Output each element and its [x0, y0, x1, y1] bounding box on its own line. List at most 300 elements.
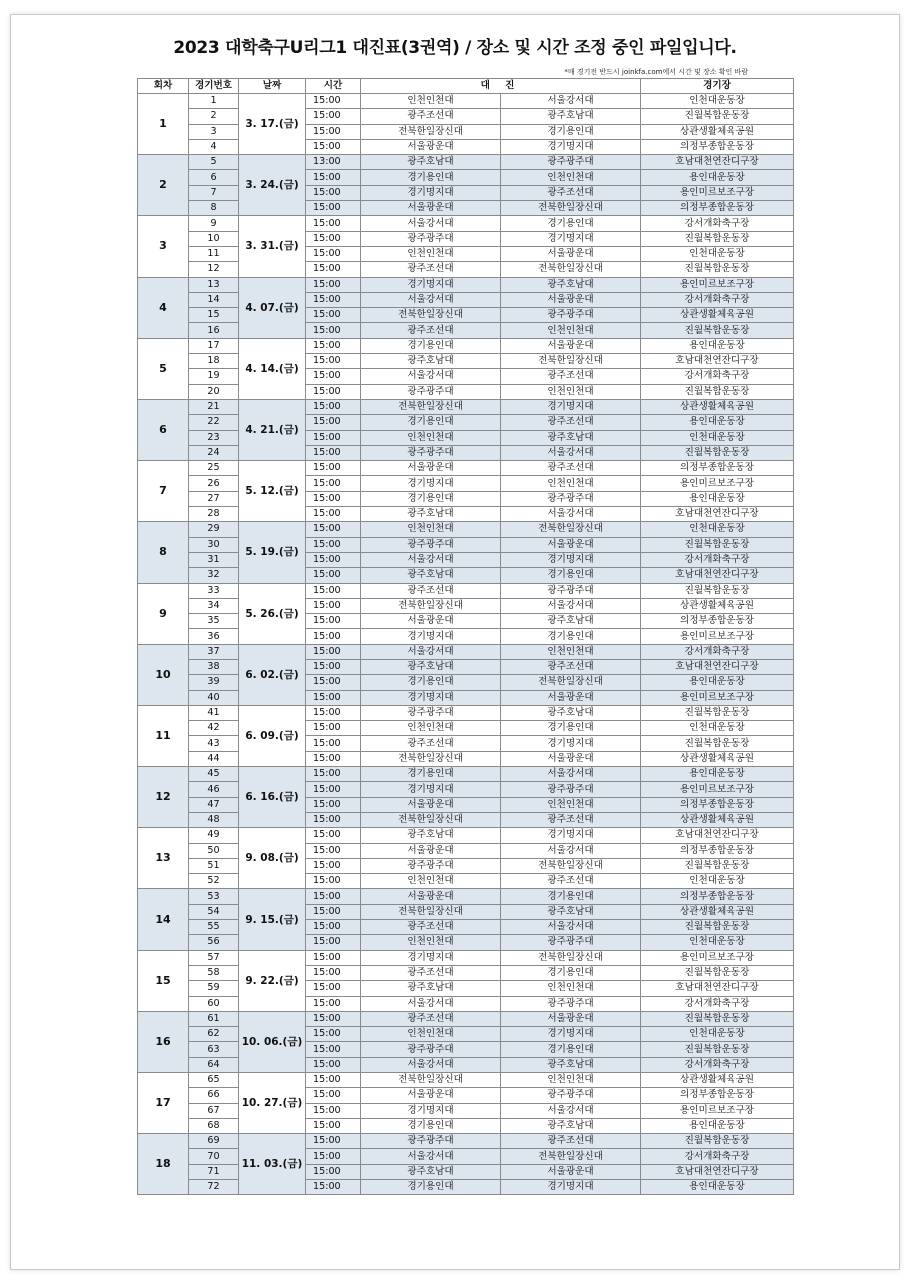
- match-no-cell: 46: [189, 782, 239, 797]
- table-row: [138, 629, 794, 644]
- away-team-cell: 경기명지대: [501, 399, 641, 414]
- time-cell: 15:00: [306, 721, 361, 736]
- table-row: [138, 705, 794, 720]
- match-no-cell: 16: [189, 323, 239, 338]
- away-team-cell: 경기용인대: [501, 216, 641, 231]
- match-no-cell: 8: [189, 201, 239, 216]
- match-no-cell: 52: [189, 874, 239, 889]
- document-title: 2023 대학축구U리그1 대진표(3권역) / 장소 및 시간 조정 중인 파일입니다.: [173, 38, 737, 58]
- home-team-cell: 광주호남대: [361, 981, 501, 996]
- home-team-cell: 광주호남대: [361, 354, 501, 369]
- home-team-cell: 경기용인대: [361, 675, 501, 690]
- away-team-cell: 광주호남대: [501, 109, 641, 124]
- home-team-cell: 경기용인대: [361, 1180, 501, 1195]
- match-no-cell: 66: [189, 1088, 239, 1103]
- round-cell: 7: [138, 461, 189, 522]
- date-cell: 6. 02.(금): [239, 644, 306, 705]
- venue-cell: 용인미르보조구장: [641, 185, 794, 200]
- venue-cell: 상관생활체육공원: [641, 751, 794, 766]
- time-cell: 15:00: [306, 1118, 361, 1133]
- table-row: [138, 965, 794, 980]
- match-no-cell: 12: [189, 262, 239, 277]
- date-cell: 4. 14.(금): [239, 338, 306, 399]
- match-no-cell: 24: [189, 445, 239, 460]
- time-cell: 15:00: [306, 292, 361, 307]
- table-row: [138, 889, 794, 904]
- home-team-cell: 경기용인대: [361, 170, 501, 185]
- venue-cell: 용인대운동장: [641, 415, 794, 430]
- venue-cell: 의정부종합운동장: [641, 1088, 794, 1103]
- match-no-cell: 27: [189, 491, 239, 506]
- away-team-cell: 광주호남대: [501, 614, 641, 629]
- time-cell: 15:00: [306, 1180, 361, 1195]
- home-team-cell: 전북한일장신대: [361, 308, 501, 323]
- document-note: *매 경기전 반드시 joinkfa.com에서 시간 및 장소 확인 바람: [564, 68, 748, 76]
- home-team-cell: 광주호남대: [361, 507, 501, 522]
- venue-cell: 진월복합운동장: [641, 262, 794, 277]
- venue-cell: 인천대운동장: [641, 430, 794, 445]
- time-cell: 15:00: [306, 996, 361, 1011]
- home-team-cell: 서울광운대: [361, 201, 501, 216]
- table-row: [138, 338, 794, 353]
- round-cell: 16: [138, 1011, 189, 1072]
- time-cell: 15:00: [306, 94, 361, 109]
- time-cell: 15:00: [306, 583, 361, 598]
- time-cell: 15:00: [306, 246, 361, 261]
- away-team-cell: 광주조선대: [501, 461, 641, 476]
- round-cell: 1: [138, 94, 189, 155]
- table-row: [138, 721, 794, 736]
- table-row: [138, 292, 794, 307]
- table-row: [138, 659, 794, 674]
- away-team-cell: 경기용인대: [501, 568, 641, 583]
- away-team-cell: 전북한일장신대: [501, 201, 641, 216]
- time-cell: 15:00: [306, 308, 361, 323]
- time-cell: 15:00: [306, 491, 361, 506]
- away-team-cell: 경기용인대: [501, 889, 641, 904]
- time-cell: 15:00: [306, 889, 361, 904]
- header-venue: 경기장: [641, 79, 794, 94]
- match-no-cell: 14: [189, 292, 239, 307]
- home-team-cell: 서울강서대: [361, 644, 501, 659]
- venue-cell: 강서개화축구장: [641, 292, 794, 307]
- time-cell: 15:00: [306, 399, 361, 414]
- table-header-row: [138, 79, 794, 94]
- match-no-cell: 26: [189, 476, 239, 491]
- match-no-cell: 50: [189, 843, 239, 858]
- match-no-cell: 64: [189, 1057, 239, 1072]
- match-no-cell: 40: [189, 690, 239, 705]
- home-team-cell: 경기명지대: [361, 782, 501, 797]
- time-cell: 15:00: [306, 981, 361, 996]
- match-no-cell: 25: [189, 461, 239, 476]
- home-team-cell: 광주조선대: [361, 262, 501, 277]
- home-team-cell: 인천인천대: [361, 1027, 501, 1042]
- table-row: [138, 1027, 794, 1042]
- home-team-cell: 광주호남대: [361, 659, 501, 674]
- away-team-cell: 서울강서대: [501, 507, 641, 522]
- away-team-cell: 인천인천대: [501, 476, 641, 491]
- time-cell: 15:00: [306, 1073, 361, 1088]
- table-row: [138, 644, 794, 659]
- home-team-cell: 경기용인대: [361, 415, 501, 430]
- table-row: [138, 323, 794, 338]
- date-cell: 5. 26.(금): [239, 583, 306, 644]
- venue-cell: 용인미르보조구장: [641, 782, 794, 797]
- home-team-cell: 서울광운대: [361, 614, 501, 629]
- match-no-cell: 63: [189, 1042, 239, 1057]
- home-team-cell: 서울강서대: [361, 1057, 501, 1072]
- venue-cell: 강서개화축구장: [641, 369, 794, 384]
- away-team-cell: 인천인천대: [501, 323, 641, 338]
- away-team-cell: 인천인천대: [501, 981, 641, 996]
- home-team-cell: 광주광주대: [361, 231, 501, 246]
- table-row: [138, 920, 794, 935]
- venue-cell: 용인미르보조구장: [641, 1103, 794, 1118]
- away-team-cell: 서울강서대: [501, 920, 641, 935]
- away-team-cell: 전북한일장신대: [501, 858, 641, 873]
- home-team-cell: 서울강서대: [361, 369, 501, 384]
- venue-cell: 의정부종합운동장: [641, 461, 794, 476]
- time-cell: 15:00: [306, 170, 361, 185]
- time-cell: 15:00: [306, 874, 361, 889]
- away-team-cell: 서울광운대: [501, 292, 641, 307]
- time-cell: 15:00: [306, 415, 361, 430]
- away-team-cell: 경기용인대: [501, 1042, 641, 1057]
- venue-cell: 상관생활체육공원: [641, 308, 794, 323]
- home-team-cell: 광주광주대: [361, 705, 501, 720]
- home-team-cell: 광주광주대: [361, 445, 501, 460]
- time-cell: 15:00: [306, 843, 361, 858]
- table-row: [138, 399, 794, 414]
- time-cell: 15:00: [306, 445, 361, 460]
- away-team-cell: 경기명지대: [501, 552, 641, 567]
- match-no-cell: 1: [189, 94, 239, 109]
- match-no-cell: 34: [189, 598, 239, 613]
- match-no-cell: 69: [189, 1134, 239, 1149]
- time-cell: 15:00: [306, 354, 361, 369]
- home-team-cell: 경기명지대: [361, 950, 501, 965]
- venue-cell: 인천대운동장: [641, 94, 794, 109]
- table-row: [138, 751, 794, 766]
- venue-cell: 진월복합운동장: [641, 445, 794, 460]
- match-no-cell: 43: [189, 736, 239, 751]
- home-team-cell: 전북한일장신대: [361, 124, 501, 139]
- time-cell: 15:00: [306, 124, 361, 139]
- home-team-cell: 전북한일장신대: [361, 1073, 501, 1088]
- time-cell: 15:00: [306, 216, 361, 231]
- table-row: [138, 109, 794, 124]
- venue-cell: 용인대운동장: [641, 767, 794, 782]
- venue-cell: 인천대운동장: [641, 522, 794, 537]
- match-no-cell: 42: [189, 721, 239, 736]
- away-team-cell: 인천인천대: [501, 170, 641, 185]
- away-team-cell: 경기명지대: [501, 231, 641, 246]
- venue-cell: 용인미르보조구장: [641, 277, 794, 292]
- table-row: [138, 568, 794, 583]
- time-cell: 15:00: [306, 323, 361, 338]
- match-no-cell: 47: [189, 797, 239, 812]
- schedule-body: [138, 94, 794, 1195]
- table-row: [138, 1180, 794, 1195]
- table-row: [138, 1057, 794, 1072]
- time-cell: 15:00: [306, 675, 361, 690]
- time-cell: 15:00: [306, 1057, 361, 1072]
- match-no-cell: 49: [189, 828, 239, 843]
- date-cell: 10. 27.(금): [239, 1073, 306, 1134]
- venue-cell: 진월복합운동장: [641, 1042, 794, 1057]
- away-team-cell: 서울광운대: [501, 751, 641, 766]
- away-team-cell: 인천인천대: [501, 1073, 641, 1088]
- table-row: [138, 1103, 794, 1118]
- venue-cell: 강서개화축구장: [641, 996, 794, 1011]
- away-team-cell: 광주조선대: [501, 369, 641, 384]
- away-team-cell: 광주광주대: [501, 782, 641, 797]
- round-cell: 13: [138, 828, 189, 889]
- match-no-cell: 18: [189, 354, 239, 369]
- time-cell: 15:00: [306, 705, 361, 720]
- match-no-cell: 72: [189, 1180, 239, 1195]
- time-cell: 15:00: [306, 736, 361, 751]
- round-cell: 4: [138, 277, 189, 338]
- home-team-cell: 서울광운대: [361, 843, 501, 858]
- table-row: [138, 690, 794, 705]
- home-team-cell: 서울광운대: [361, 139, 501, 154]
- venue-cell: 호남대천연잔디구장: [641, 828, 794, 843]
- round-cell: 12: [138, 767, 189, 828]
- table-row: [138, 858, 794, 873]
- home-team-cell: 경기명지대: [361, 476, 501, 491]
- match-no-cell: 2: [189, 109, 239, 124]
- home-team-cell: 인천인천대: [361, 94, 501, 109]
- table-row: [138, 354, 794, 369]
- away-team-cell: 경기용인대: [501, 721, 641, 736]
- venue-cell: 의정부종합운동장: [641, 139, 794, 154]
- home-team-cell: 서울광운대: [361, 461, 501, 476]
- round-cell: 11: [138, 705, 189, 766]
- away-team-cell: 서울광운대: [501, 1164, 641, 1179]
- time-cell: 15:00: [306, 598, 361, 613]
- table-row: [138, 874, 794, 889]
- table-row: [138, 507, 794, 522]
- round-cell: 15: [138, 950, 189, 1011]
- table-row: [138, 384, 794, 399]
- date-cell: 9. 22.(금): [239, 950, 306, 1011]
- table-row: [138, 828, 794, 843]
- home-team-cell: 전북한일장신대: [361, 751, 501, 766]
- away-team-cell: 광주조선대: [501, 415, 641, 430]
- home-team-cell: 경기명지대: [361, 629, 501, 644]
- away-team-cell: 광주호남대: [501, 1118, 641, 1133]
- table-row: [138, 736, 794, 751]
- table-row: [138, 231, 794, 246]
- table-row: [138, 981, 794, 996]
- away-team-cell: 전북한일장신대: [501, 262, 641, 277]
- table-row: [138, 246, 794, 261]
- match-no-cell: 32: [189, 568, 239, 583]
- home-team-cell: 서울강서대: [361, 996, 501, 1011]
- away-team-cell: 광주호남대: [501, 1057, 641, 1072]
- match-no-cell: 61: [189, 1011, 239, 1026]
- away-team-cell: 경기용인대: [501, 629, 641, 644]
- away-team-cell: 경기명지대: [501, 736, 641, 751]
- time-cell: 15:00: [306, 767, 361, 782]
- date-cell: 5. 19.(금): [239, 522, 306, 583]
- table-row: [138, 767, 794, 782]
- date-cell: 11. 03.(금): [239, 1134, 306, 1195]
- table-row: [138, 843, 794, 858]
- home-team-cell: 경기용인대: [361, 1118, 501, 1133]
- venue-cell: 용인대운동장: [641, 1180, 794, 1195]
- match-no-cell: 35: [189, 614, 239, 629]
- away-team-cell: 서울강서대: [501, 1103, 641, 1118]
- venue-cell: 진월복합운동장: [641, 965, 794, 980]
- table-row: [138, 583, 794, 598]
- time-cell: 15:00: [306, 185, 361, 200]
- table-row: [138, 1149, 794, 1164]
- venue-cell: 진월복합운동장: [641, 1134, 794, 1149]
- table-row: [138, 1042, 794, 1057]
- time-cell: 15:00: [306, 552, 361, 567]
- date-cell: 3. 24.(금): [239, 155, 306, 216]
- date-cell: 3. 31.(금): [239, 216, 306, 277]
- time-cell: 15:00: [306, 812, 361, 827]
- venue-cell: 강서개화축구장: [641, 1149, 794, 1164]
- home-team-cell: 인천인천대: [361, 874, 501, 889]
- match-no-cell: 68: [189, 1118, 239, 1133]
- time-cell: 15:00: [306, 950, 361, 965]
- date-cell: 3. 17.(금): [239, 94, 306, 155]
- match-no-cell: 71: [189, 1164, 239, 1179]
- venue-cell: 강서개화축구장: [641, 216, 794, 231]
- table-row: [138, 461, 794, 476]
- away-team-cell: 경기명지대: [501, 828, 641, 843]
- match-no-cell: 38: [189, 659, 239, 674]
- away-team-cell: 경기용인대: [501, 965, 641, 980]
- match-no-cell: 30: [189, 537, 239, 552]
- table-row: [138, 262, 794, 277]
- away-team-cell: 광주호남대: [501, 430, 641, 445]
- header-matchup: 대 진: [361, 79, 641, 94]
- table-row: [138, 1073, 794, 1088]
- time-cell: 15:00: [306, 277, 361, 292]
- table-row: [138, 201, 794, 216]
- home-team-cell: 광주호남대: [361, 155, 501, 170]
- match-no-cell: 7: [189, 185, 239, 200]
- round-cell: 3: [138, 216, 189, 277]
- time-cell: 15:00: [306, 629, 361, 644]
- venue-cell: 용인미르보조구장: [641, 690, 794, 705]
- time-cell: 15:00: [306, 965, 361, 980]
- round-cell: 18: [138, 1134, 189, 1195]
- table-row: [138, 430, 794, 445]
- away-team-cell: 광주광주대: [501, 935, 641, 950]
- match-no-cell: 23: [189, 430, 239, 445]
- away-team-cell: 광주조선대: [501, 874, 641, 889]
- match-no-cell: 13: [189, 277, 239, 292]
- home-team-cell: 전북한일장신대: [361, 598, 501, 613]
- away-team-cell: 서울강서대: [501, 843, 641, 858]
- venue-cell: 호남대천연잔디구장: [641, 981, 794, 996]
- away-team-cell: 광주광주대: [501, 155, 641, 170]
- home-team-cell: 전북한일장신대: [361, 399, 501, 414]
- match-no-cell: 37: [189, 644, 239, 659]
- table-row: [138, 614, 794, 629]
- match-no-cell: 44: [189, 751, 239, 766]
- home-team-cell: 경기용인대: [361, 338, 501, 353]
- home-team-cell: 서울광운대: [361, 1088, 501, 1103]
- home-team-cell: 인천인천대: [361, 522, 501, 537]
- venue-cell: 의정부종합운동장: [641, 201, 794, 216]
- home-team-cell: 경기용인대: [361, 767, 501, 782]
- home-team-cell: 광주조선대: [361, 323, 501, 338]
- time-cell: 15:00: [306, 1088, 361, 1103]
- match-no-cell: 11: [189, 246, 239, 261]
- away-team-cell: 경기명지대: [501, 1180, 641, 1195]
- time-cell: 15:00: [306, 1042, 361, 1057]
- table-row: [138, 996, 794, 1011]
- time-cell: 15:00: [306, 338, 361, 353]
- venue-cell: 진월복합운동장: [641, 384, 794, 399]
- home-team-cell: 경기명지대: [361, 690, 501, 705]
- venue-cell: 진월복합운동장: [641, 323, 794, 338]
- home-team-cell: 광주조선대: [361, 109, 501, 124]
- time-cell: 15:00: [306, 1103, 361, 1118]
- round-cell: 14: [138, 889, 189, 950]
- time-cell: 15:00: [306, 935, 361, 950]
- venue-cell: 의정부종합운동장: [641, 797, 794, 812]
- venue-cell: 강서개화축구장: [641, 552, 794, 567]
- away-team-cell: 광주호남대: [501, 904, 641, 919]
- time-cell: 15:00: [306, 1164, 361, 1179]
- home-team-cell: 광주광주대: [361, 384, 501, 399]
- away-team-cell: 전북한일장신대: [501, 950, 641, 965]
- home-team-cell: 서울강서대: [361, 292, 501, 307]
- table-row: [138, 675, 794, 690]
- venue-cell: 호남대천연잔디구장: [641, 507, 794, 522]
- match-no-cell: 53: [189, 889, 239, 904]
- table-row: [138, 1011, 794, 1026]
- home-team-cell: 인천인천대: [361, 430, 501, 445]
- time-cell: 15:00: [306, 522, 361, 537]
- match-no-cell: 36: [189, 629, 239, 644]
- venue-cell: 호남대천연잔디구장: [641, 659, 794, 674]
- header-match-no: 경기번호: [189, 79, 239, 94]
- match-no-cell: 57: [189, 950, 239, 965]
- match-no-cell: 65: [189, 1073, 239, 1088]
- away-team-cell: 광주광주대: [501, 491, 641, 506]
- time-cell: 15:00: [306, 614, 361, 629]
- venue-cell: 호남대천연잔디구장: [641, 568, 794, 583]
- home-team-cell: 경기용인대: [361, 491, 501, 506]
- time-cell: 15:00: [306, 568, 361, 583]
- time-cell: 15:00: [306, 109, 361, 124]
- time-cell: 15:00: [306, 231, 361, 246]
- table-row: [138, 277, 794, 292]
- venue-cell: 상관생활체육공원: [641, 812, 794, 827]
- venue-cell: 진월복합운동장: [641, 109, 794, 124]
- header-round: 회차: [138, 79, 189, 94]
- table-row: [138, 1118, 794, 1133]
- table-row: [138, 904, 794, 919]
- table-row: [138, 170, 794, 185]
- home-team-cell: 광주조선대: [361, 1011, 501, 1026]
- venue-cell: 상관생활체육공원: [641, 904, 794, 919]
- venue-cell: 진월복합운동장: [641, 583, 794, 598]
- match-no-cell: 56: [189, 935, 239, 950]
- date-cell: 4. 07.(금): [239, 277, 306, 338]
- home-team-cell: 광주조선대: [361, 965, 501, 980]
